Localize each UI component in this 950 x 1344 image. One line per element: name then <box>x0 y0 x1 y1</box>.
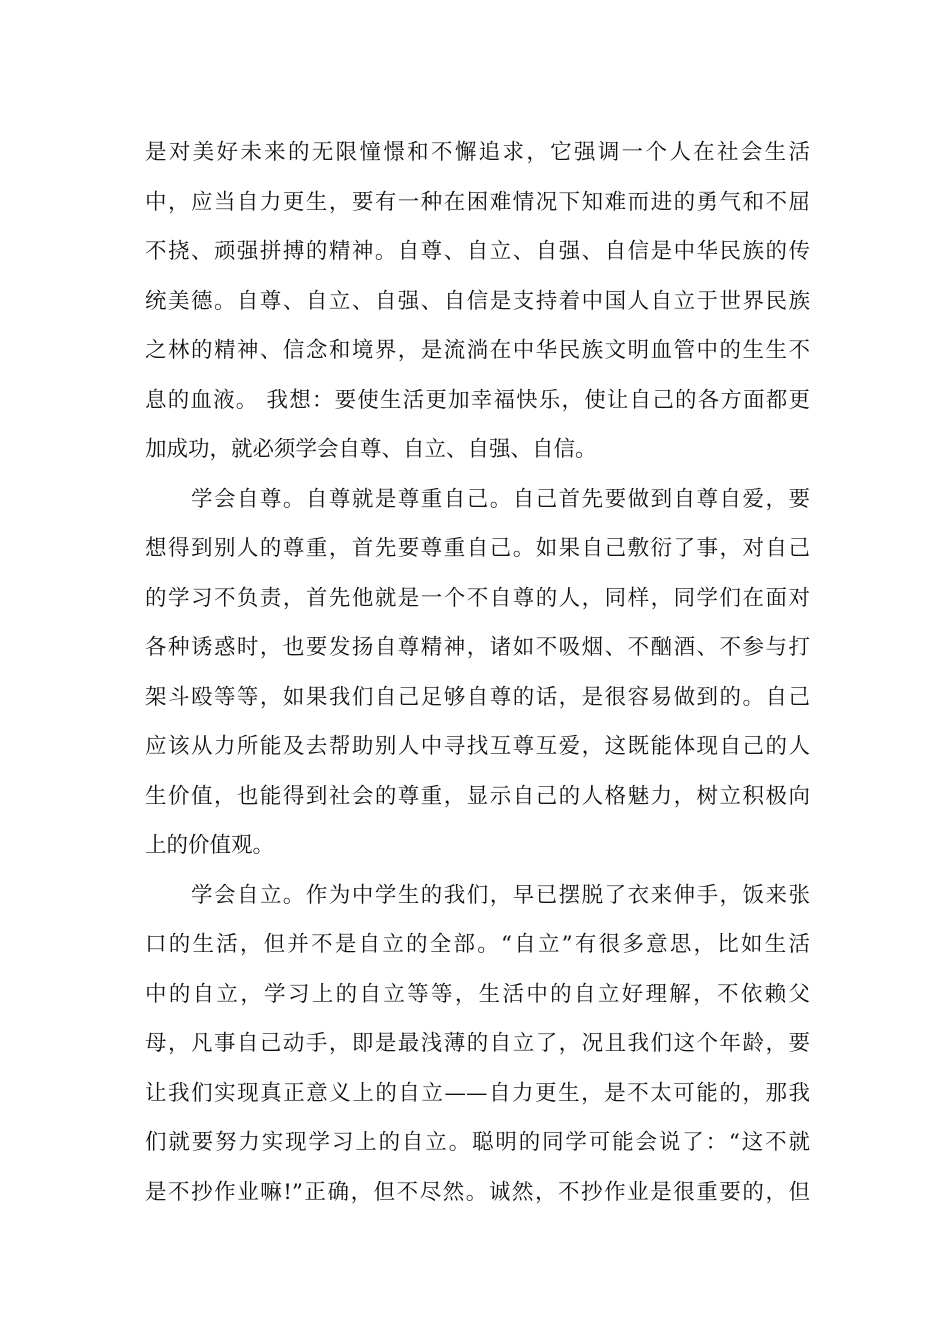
text-line: 口的生活，但并不是自立的全部。“自立”有很多意思，比如生活 <box>145 932 810 957</box>
text-line: 不挠、顽强拼搏的精神。自尊、自立、自强、自信是中华民族的传 <box>145 239 810 264</box>
text-line: 们就要努力实现学习上的自立。聪明的同学可能会说了：“这不就 <box>145 1130 810 1155</box>
paragraph-first-line: 学会自立。作为中学生的我们，早已摆脱了衣来伸手，饭来张 <box>191 882 810 908</box>
text-line: 中的自立，学习上的自立等等，生活中的自立好理解，不依赖父 <box>145 981 810 1007</box>
text-line: 让我们实现真正意义上的自立——自力更生，是不太可能的，那我 <box>145 1080 810 1106</box>
text-line: 是对美好未来的无限憧憬和不懈追求，它强调一个人在社会生活 <box>145 140 810 165</box>
document-body <box>145 128 810 1217</box>
text-line: 加成功，就必须学会自尊、自立、自强、自信。 <box>145 437 597 462</box>
text-line: 的学习不负责，首先他就是一个不自尊的人，同样，同学们在面对 <box>145 585 810 611</box>
text-line: 统美德。自尊、自立、自强、自信是支持着中国人自立于世界民族 <box>145 288 810 314</box>
text-line: 想得到别人的尊重，首先要尊重自己。如果自己敷衍了事，对自己 <box>145 536 810 561</box>
paragraph-first-line: 学会自尊。自尊就是尊重自己。自己首先要做到自尊自爱，要 <box>191 486 810 512</box>
text-line: 中，应当自力更生，要有一种在困难情况下知难而进的勇气和不屈 <box>145 189 810 215</box>
text-line: 息的血液。 我想：要使生活更加幸福快乐，使让自己的各方面都更 <box>145 387 810 413</box>
text-line: 各种诱惑时，也要发扬自尊精神，诸如不吸烟、不酗酒、不参与打 <box>145 635 810 660</box>
text-line: 生价值，也能得到社会的尊重，显示自己的人格魅力，树立积极向 <box>145 783 810 809</box>
text-line: 是不抄作业嘛!”正确，但不尽然。诚然，不抄作业是很重要的，但 <box>145 1179 810 1205</box>
text-line: 上的价值观。 <box>145 833 275 858</box>
text-line: 架斗殴等等，如果我们自己足够自尊的话，是很容易做到的。自己 <box>145 684 810 710</box>
text-line: 之林的精神、信念和境界，是流淌在中华民族文明血管中的生生不 <box>145 338 810 363</box>
text-line: 应该从力所能及去帮助别人中寻找互尊互爱，这既能体现自己的人 <box>145 734 810 759</box>
text-line: 母，凡事自己动手，即是最浅薄的自立了，况且我们这个年龄，要 <box>145 1031 810 1056</box>
